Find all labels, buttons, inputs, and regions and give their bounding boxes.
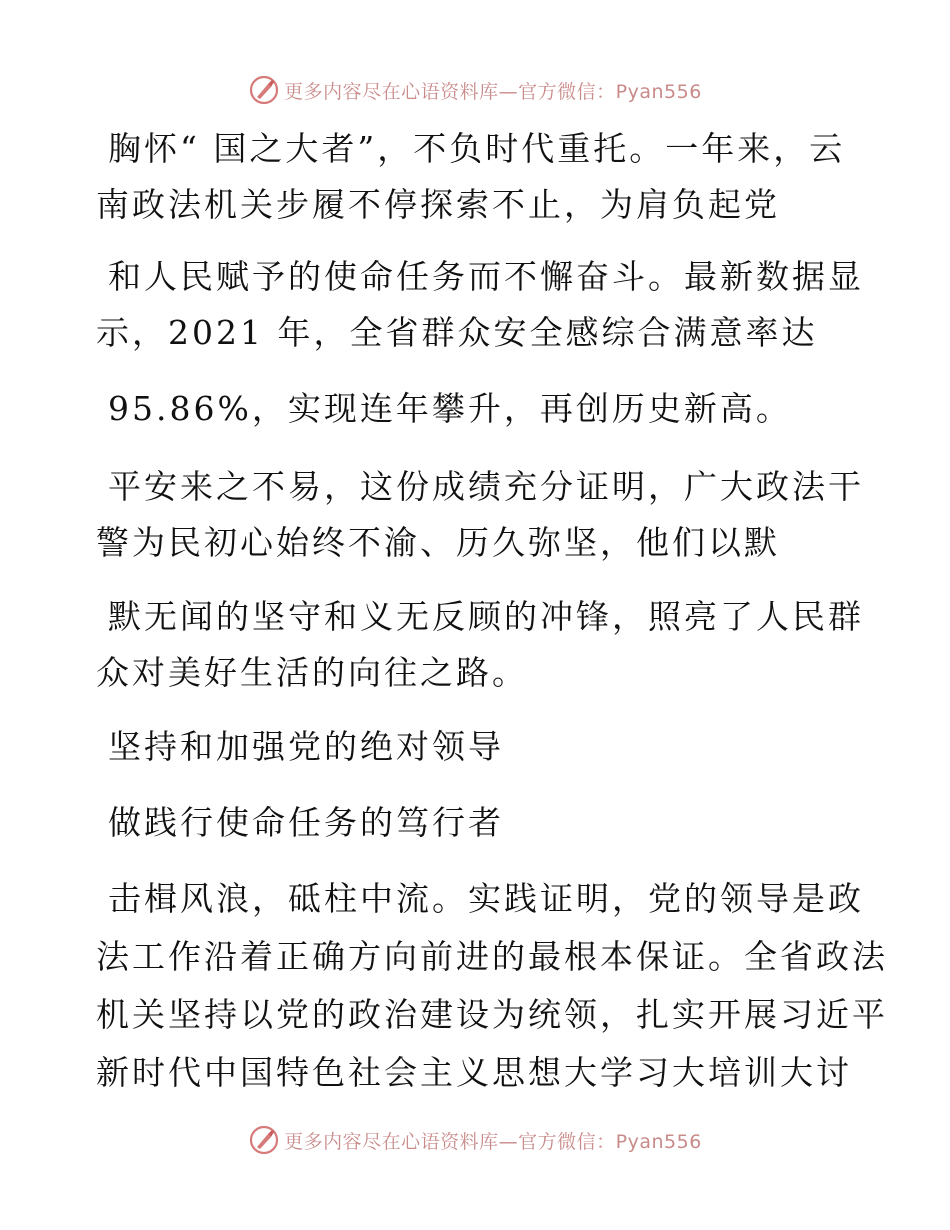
text-line: 警为民初心始终不渝、历久弥坚，他们以默 bbox=[96, 523, 780, 562]
text-line: 新时代中国特色社会主义思想大学习大培训大讨 bbox=[96, 1053, 852, 1092]
text-line: 法工作沿着正确方向前进的最根本保证。全省政法 bbox=[96, 937, 888, 976]
text-line: 击楫风浪，砥柱中流。实践证明，党的领导是政 bbox=[108, 879, 864, 918]
text-line: 众对美好生活的向往之路。 bbox=[96, 653, 528, 692]
text-line: 95.86%，实现连年攀升，再创历史新高。 bbox=[108, 389, 792, 428]
text-line: 示，2021 年，全省群众安全感综合满意率达 bbox=[96, 313, 818, 352]
watermark-text: 更多内容尽在心语资料库—官方微信：Pyan556 bbox=[284, 80, 702, 103]
footer-watermark bbox=[0, 1124, 950, 1156]
text-line: 默无闻的坚守和义无反顾的冲锋，照亮了人民群 bbox=[108, 597, 864, 636]
text-line: 南政法机关步履不停探索不止，为肩负起党 bbox=[96, 185, 780, 224]
section-heading: 坚持和加强党的绝对领导 bbox=[108, 727, 504, 766]
pen-nib-logo-icon bbox=[248, 1124, 280, 1156]
text-line: 平安来之不易，这份成绩充分证明，广大政法干 bbox=[108, 467, 864, 506]
watermark-text: 更多内容尽在心语资料库—官方微信：Pyan556 bbox=[284, 1130, 702, 1153]
section-subheading: 做践行使命任务的笃行者 bbox=[108, 803, 504, 842]
text-line: 胸怀“ 国之大者”，不负时代重托。一年来，云 bbox=[108, 129, 846, 168]
document-body bbox=[96, 0, 888, 1230]
text-line: 机关坚持以党的政治建设为统领，扎实开展习近平 bbox=[96, 995, 888, 1034]
text-line: 和人民赋予的使命任务而不懈奋斗。最新数据显 bbox=[108, 257, 864, 296]
